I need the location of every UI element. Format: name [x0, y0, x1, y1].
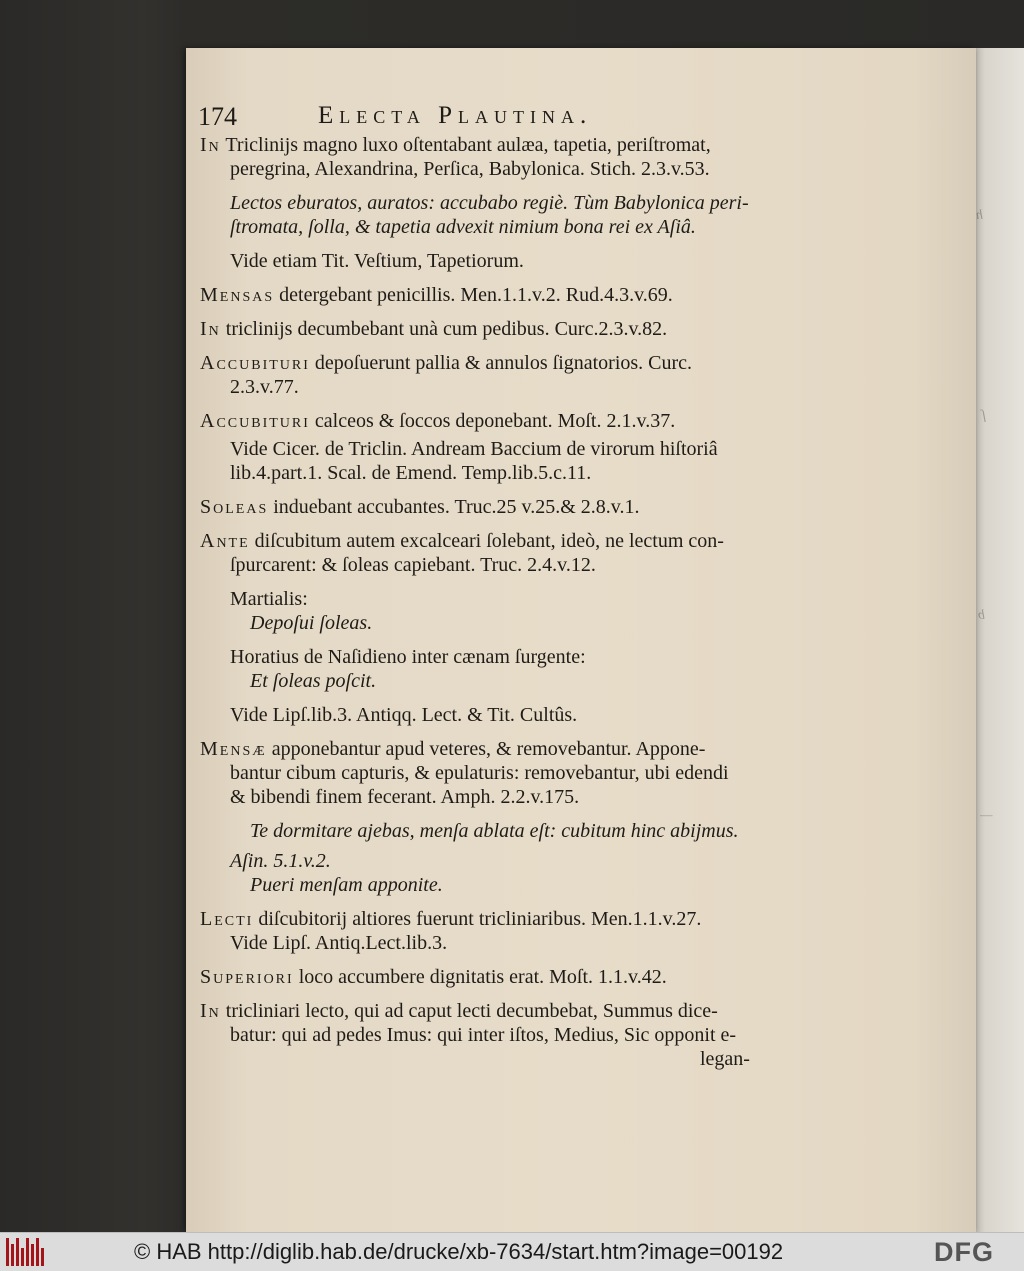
quote-horatius — [200, 645, 750, 693]
quote-martialis — [200, 587, 750, 635]
text-line: ſtromata, ſolla, & tapetia advexit nimium bona rei ex Aſiâ. — [230, 216, 696, 238]
lemma-word: Mensas — [200, 284, 275, 306]
text-line: Te dormitare ajebas, menſa ablata eſt: cubitum hinc abijmus. — [250, 820, 739, 842]
text-line: Accubituri calceos & ſoccos deponebant. Moſt. 2.1.v.37. — [200, 410, 676, 432]
entry-ante-discubitum — [200, 529, 750, 577]
text-line: Martialis: — [230, 588, 308, 610]
text-line: 2.3.v.77. — [230, 376, 299, 398]
text-line: Pueri menſam apponite. — [250, 874, 443, 896]
text-line: Lectos eburatos, auratos: accubabo regiè. Tùm Babylonica peri- — [230, 192, 749, 214]
entry-accubituri-calceos — [200, 409, 750, 433]
cross-reference — [200, 249, 750, 273]
running-title: Electa Plautina. — [318, 102, 593, 129]
quote-amphitruo — [200, 819, 750, 843]
lemma-word: Accubituri — [200, 410, 310, 432]
entry-superiori — [200, 965, 750, 989]
text-line: Superiori loco accumbere dignitatis erat. Moſt. 1.1.v.42. — [200, 966, 667, 988]
text-line: Lecti diſcubitorij altiores fuerunt tricliniaribus. Men.1.1.v.27. — [200, 908, 702, 930]
text-line: Accubituri depoſuerunt pallia & annulos ſignatorios. Curc. — [200, 352, 693, 374]
entry-soleas — [200, 495, 750, 519]
entry-mensas — [200, 283, 750, 307]
lemma-word: In — [200, 134, 221, 156]
text-line: Vide Cicer. de Triclin. Andream Baccium de virorum hiſtoriâ — [230, 438, 718, 460]
text-line: Horatius de Naſidieno inter cænam ſurgente: — [230, 646, 586, 668]
lemma-word: Mensæ — [200, 738, 267, 760]
text-line: peregrina, Alexandrina, Perſica, Babylonica. Stich. 2.3.v.53. — [230, 158, 710, 180]
entry-triclinijs — [200, 133, 750, 181]
text-line: lib.4.part.1. Scal. de Emend. Temp.lib.5.c.11. — [230, 462, 592, 484]
entry-lecti — [200, 907, 750, 955]
lemma-word: Superiori — [200, 966, 294, 988]
text-line: Ante diſcubitum autem excalceari ſolebant, ideò, ne lectum con- — [200, 530, 724, 552]
lemma-word: In — [200, 1000, 221, 1022]
quote-asinaria — [200, 849, 750, 897]
next-page-edge: h ſ b — — [968, 48, 1024, 1232]
page-text — [200, 133, 750, 1070]
entry-tricliniari-lecto — [200, 999, 750, 1071]
footer-bar — [0, 1232, 1024, 1271]
quote-stichus — [200, 191, 750, 239]
text-line: Depoſui ſoleas. — [250, 612, 373, 634]
text-line: In Triclinijs magno luxo oſtentabant aulæa, tapetia, periſtromat, — [200, 134, 711, 156]
text-line: Soleas induebant accubantes. Truc.25 v.25.& 2.8.v.1. — [200, 496, 640, 518]
text-line: Mensas detergebant penicillis. Men.1.1.v.2. Rud.4.3.v.69. — [200, 284, 673, 306]
hab-logo-icon — [6, 1238, 48, 1266]
catchword: legan- — [700, 1048, 750, 1070]
text-line: Et ſoleas poſcit. — [250, 670, 377, 692]
lemma-word: Ante — [200, 530, 250, 552]
cross-reference — [200, 437, 750, 485]
text-line: Vide Lipſ.lib.3. Antiqq. Lect. & Tit. Cultûs. — [230, 704, 578, 726]
text-line: bantur cibum capturis, & epulaturis: removebantur, ubi edendi — [230, 762, 729, 784]
entry-mensae — [200, 737, 750, 809]
text-line: Vide etiam Tit. Veſtium, Tapetiorum. — [230, 250, 524, 272]
text-line: Mensæ apponebantur apud veteres, & removebantur. Appone- — [200, 738, 706, 760]
cross-reference — [200, 703, 750, 727]
text-line: In triclinijs decumbebant unà cum pedibus. Curc.2.3.v.82. — [200, 318, 668, 340]
text-line: batur: qui ad pedes Imus: qui inter iſtos, Medius, Sic opponit e- — [230, 1024, 737, 1046]
text-line: ſpurcarent: & ſoleas capiebant. Truc. 2.4.v.12. — [230, 554, 596, 576]
text-line: Aſin. 5.1.v.2. — [230, 850, 331, 872]
page-number: 174 — [198, 102, 237, 131]
lemma-word: Accubituri — [200, 352, 310, 374]
lemma-word: Soleas — [200, 496, 269, 518]
text-line: Vide Lipſ. Antiq.Lect.lib.3. — [230, 932, 448, 954]
page-header — [198, 100, 818, 136]
permalink-link[interactable]: © HAB http://diglib.hab.de/drucke/xb-7634/start.htm?image=00192 — [134, 1239, 784, 1264]
entry-accubituri-pallia — [200, 351, 750, 399]
text-line: & bibendi finem fecerant. Amph. 2.2.v.175. — [230, 786, 580, 808]
lemma-word: Lecti — [200, 908, 254, 930]
text-line: In tricliniari lecto, qui ad caput lecti decumbebat, Summus dice- — [200, 1000, 718, 1022]
dfg-logo: DFG — [934, 1237, 994, 1267]
entry-decumbebant — [200, 317, 750, 341]
lemma-word: In — [200, 318, 221, 340]
